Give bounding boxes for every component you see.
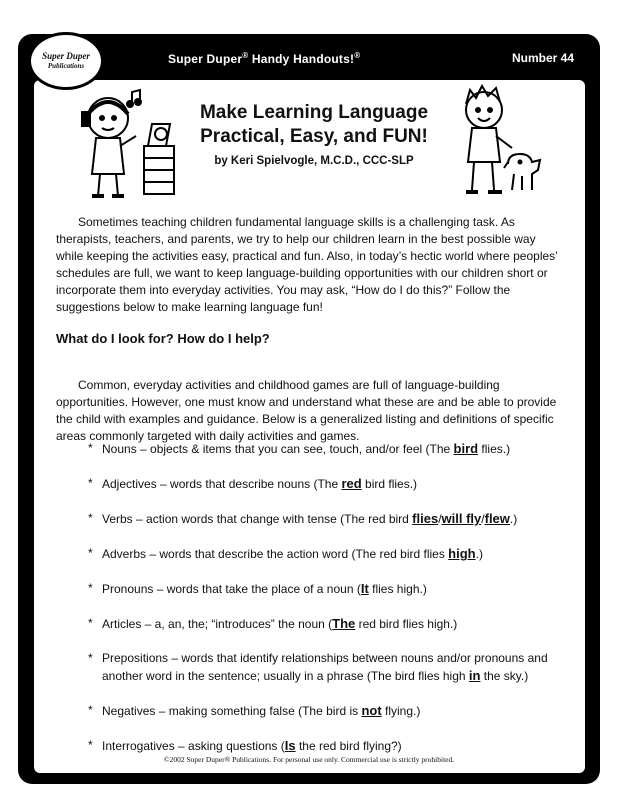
list-item: * Negatives – making something false (The bird is not flying.) (88, 703, 421, 718)
series-title: Super Duper® Handy Handouts!® (168, 51, 361, 66)
list-item: * Adverbs – words that describe the action word (The red bird flies high.) (88, 546, 483, 561)
list-item: * Prepositions – words that identify relationships between nouns and/or pronouns and another word in the sentence; usually in a phrase (The bird flies high in the sky.) (88, 651, 548, 683)
girl-music-illustration (66, 84, 186, 202)
intro-paragraph: Sometimes teaching children fundamental language skills is a challenging task. As therapists, teachers, and parents, we try to help our children learn in the best possible way while keeping the activities easy, practical and fun. Also, in today’s hectic world where peoples’ schedules are full, we want to keep language-building opportunities with our children short or incorporate them into everyday activities. You may ask, “How do I do this?” Follow the suggestions below to make learning language fun! (56, 215, 558, 314)
list-item: * Interrogatives – asking questions (Is the red bird flying?) (88, 738, 402, 753)
section-heading: What do I look for? How do I help? (56, 331, 270, 346)
list-item: * Articles – a, an, the; “introduces” the noun (The red bird flies high.) (88, 616, 458, 631)
list-item: * Adjectives – words that describe nouns (The red bird flies.) (88, 476, 418, 491)
publisher-logo (28, 32, 104, 90)
title-line-2: Practical, Easy, and FUN! (200, 126, 428, 147)
handout-number: Number 44 (511, 51, 574, 65)
author-byline: by Keri Spielvogle, M.C.D., CCC-SLP (214, 155, 414, 167)
logo-line-1: Super Duper (42, 51, 90, 61)
logo-line-2: Publications (47, 62, 85, 70)
title-line-1: Make Learning Language (199, 102, 429, 123)
list-item: * Verbs – action words that change with tense (The red bird flies/will fly/flew.) (88, 511, 518, 526)
list-item: * Nouns – objects & items that you can see, touch, and/or feel (The bird flies.) (88, 441, 511, 456)
language-areas-list (88, 440, 558, 755)
list-item: * Pronouns – words that take the place of a noun (It flies high.) (88, 581, 427, 596)
boy-dog-illustration (448, 82, 550, 204)
document-title (180, 101, 448, 149)
section-paragraph: Common, everyday activities and childhood games are full of language-building opportunities. However, one must know and understand what these are and be able to provide the child with examples and guidance. Below is a generalized listing and definitions of specific areas commonly targeted with daily activities and games. (56, 378, 557, 443)
copyright-footer: ©2002 Super Duper® Publications. For personal use only. Commercial use is strictly prohibited. (163, 755, 455, 764)
